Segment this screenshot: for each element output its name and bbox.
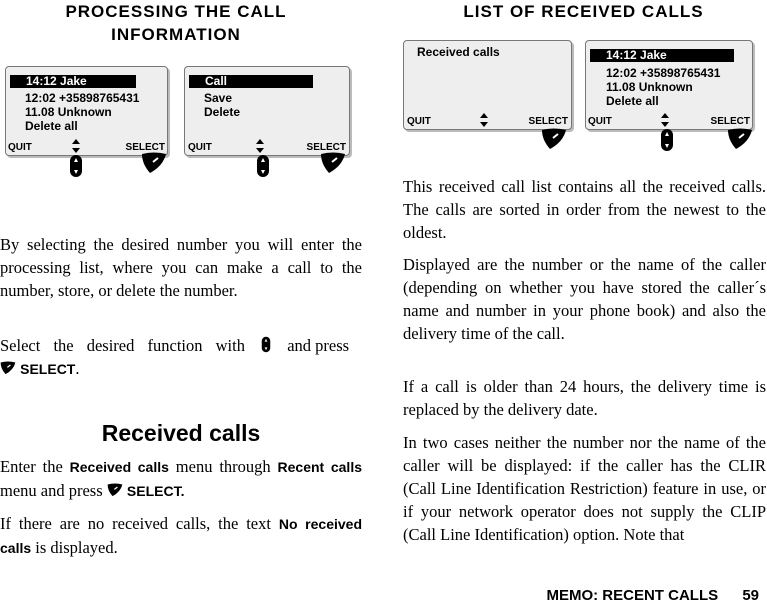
paragraph-enter-menu: [0, 455, 362, 503]
paragraph-processing: By selecting the desired number you will enter the processing list, where you can make a call to the number, store, or delete the number.: [0, 235, 362, 300]
quit-softkey-label: QUIT: [188, 142, 212, 153]
text: menu and press: [0, 481, 103, 500]
select-key-icon: [141, 152, 167, 174]
list-item: 11.08 Unknown: [25, 105, 112, 119]
selected-row: Call: [189, 75, 313, 88]
select-softkey-label: SELECT: [306, 142, 346, 153]
select-key-icon: [107, 483, 123, 497]
select-key-icon: [0, 361, 16, 375]
list-item: 12:02 +35898765431: [606, 66, 721, 80]
navigation-key-icon: [261, 336, 271, 353]
selected-row: 14:12 Jake: [590, 49, 734, 62]
text: Select the desired function with: [0, 336, 245, 355]
up-down-arrow-icon: [480, 113, 488, 127]
menu-name: Recent calls: [277, 459, 362, 475]
phone-screen-received-menu: [403, 40, 572, 130]
up-down-arrow-icon: [256, 139, 264, 153]
list-item: Delete all: [25, 119, 78, 133]
phone-screen-processing-list: [184, 66, 350, 156]
paragraph-list-intro: This received call list contains all the received calls. The calls are sorted in order from the newest to the oldest.: [403, 177, 766, 242]
select-softkey-label: SELECT: [528, 116, 568, 127]
menu-name: Received calls: [69, 459, 169, 475]
up-down-arrow-icon: [72, 139, 80, 153]
text: and press: [287, 336, 350, 355]
select-label: SELECT.: [126, 483, 185, 499]
paragraph-no-calls: [0, 512, 362, 560]
paragraph-select-function: [0, 334, 362, 381]
page-number: 59: [742, 587, 759, 604]
list-item: 11.08 Unknown: [606, 80, 693, 94]
select-key-icon: [320, 152, 346, 174]
quit-softkey-label: QUIT: [588, 116, 612, 127]
quit-softkey-label: QUIT: [8, 142, 32, 153]
text: Enter the: [0, 457, 63, 476]
select-key-icon: [541, 128, 567, 150]
text: menu through: [175, 457, 271, 476]
quit-softkey-label: QUIT: [407, 116, 431, 127]
text: If there are no received calls, the text: [0, 514, 271, 533]
select-label: SELECT: [20, 361, 76, 377]
section-heading-list: LIST OF RECEIVED CALLS: [463, 2, 704, 21]
select-softkey-label: SELECT: [125, 142, 165, 153]
menu-item: Save: [204, 91, 233, 105]
up-down-arrow-icon: [661, 113, 669, 127]
text: is displayed.: [35, 538, 118, 557]
message-text: No received calls: [0, 516, 362, 556]
list-item: 12:02 +35898765431: [25, 91, 140, 105]
text: .: [75, 359, 80, 378]
navigation-key-icon: [256, 154, 270, 178]
subheading-received-calls: Received calls: [101, 420, 261, 446]
navigation-key-icon: [660, 128, 674, 152]
paragraph-hidden-caller: In two cases neither the number nor the name of the caller will be displayed: if the caller has the CLIR (Call Line Identification Restriction) feature in use, or if your network operator does not supply the CLIP (Call Line Identification) option. Note that: [403, 433, 766, 544]
menu-item: Delete: [204, 105, 241, 119]
paragraph-older-calls: If a call is older than 24 hours, the delivery time is replaced by the delivery date.: [403, 377, 766, 419]
selected-row: 14:12 Jake: [10, 75, 136, 88]
footer-section-title: MEMO: RECENT CALLS: [546, 587, 719, 604]
phone-screen-call-list: [5, 66, 168, 156]
phone-screen-call-list: [585, 40, 753, 130]
select-key-icon: [727, 128, 753, 150]
list-item: Delete all: [606, 94, 659, 108]
screen-title: Received calls: [417, 45, 500, 59]
paragraph-displayed-info: Displayed are the number or the name of the caller (depending on whether you have stored the caller´s name and number in your phone book) and also the delivery time of the call.: [403, 255, 766, 343]
select-softkey-label: SELECT: [710, 116, 750, 127]
section-heading-processing: PROCESSING THE CALL INFORMATION: [65, 2, 287, 44]
page-footer: [546, 587, 759, 604]
navigation-key-icon: [69, 154, 83, 178]
